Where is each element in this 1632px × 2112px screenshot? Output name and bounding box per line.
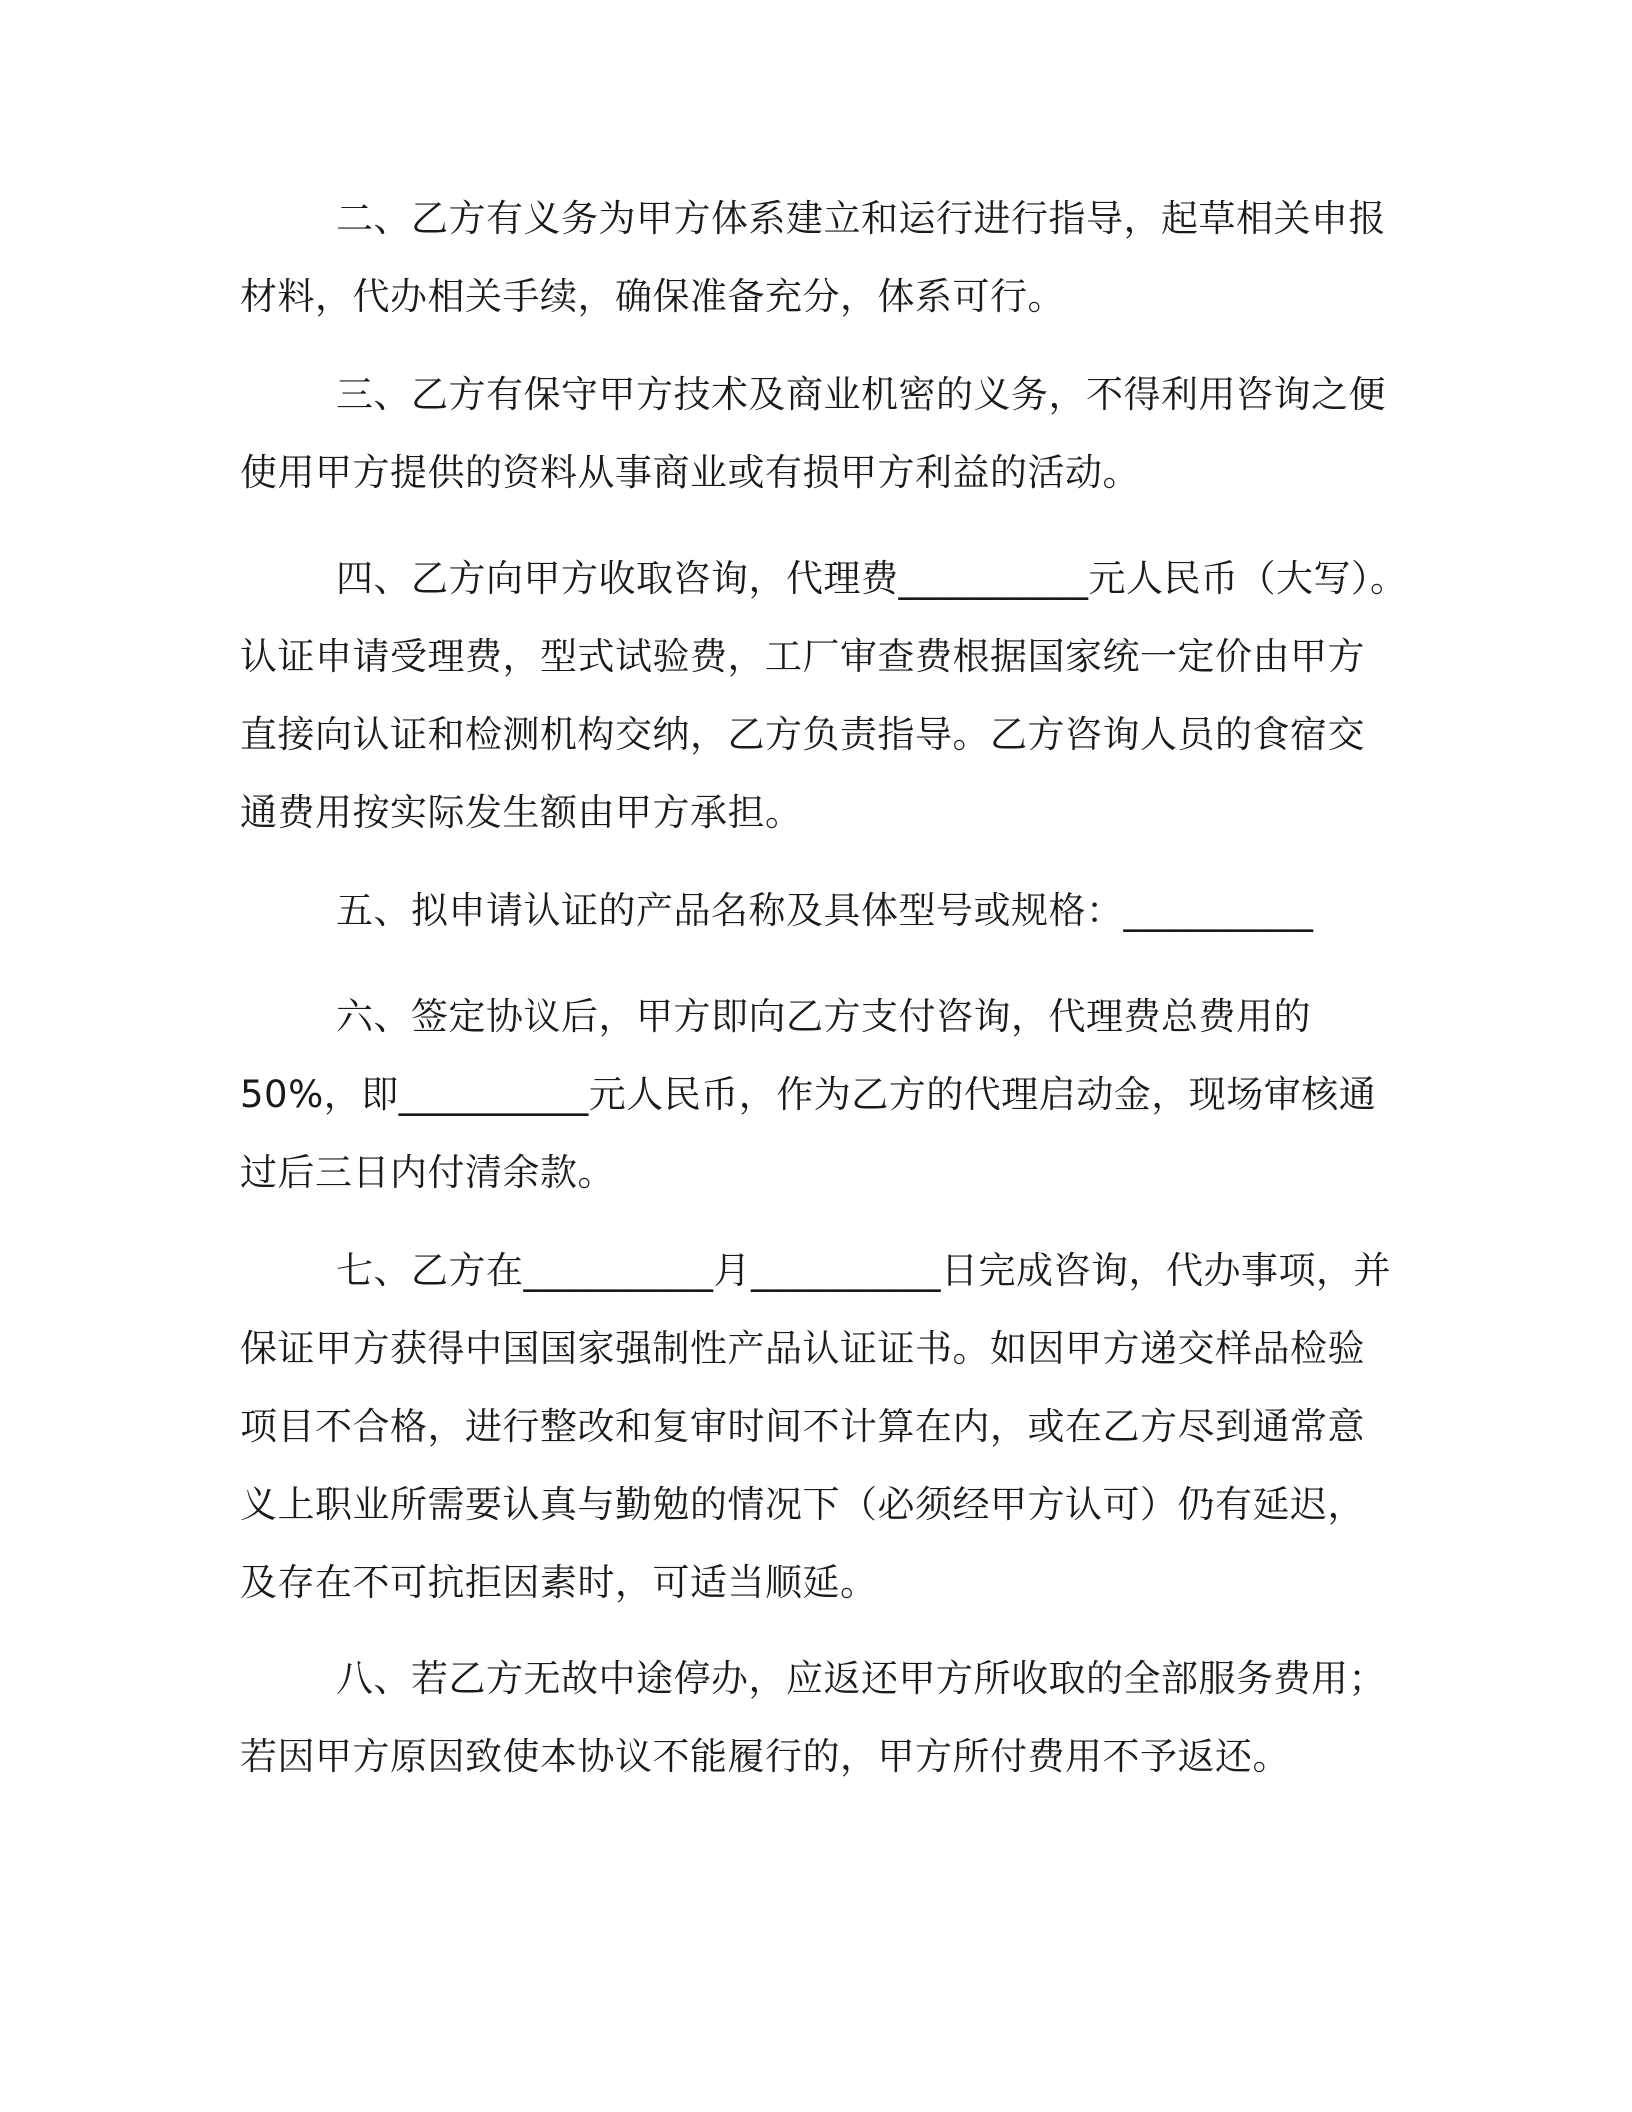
clause-4: [240, 540, 1430, 852]
paragraph-line: 使用甲方提供的资料从事商业或有损甲方利益的活动。: [240, 451, 1140, 494]
clause-2: [240, 180, 1430, 336]
paragraph-line: 项目不合格，进行整改和复审时间不计算在内，或在乙方尽到通常意: [240, 1405, 1365, 1448]
paragraph-line: 若因甲方原因致使本协议不能履行的，甲方所付费用不予返还。: [240, 1735, 1290, 1778]
paragraph-line: 八、若乙方无故中途停办，应返还甲方所收取的全部服务费用；: [336, 1657, 1386, 1700]
paragraph-line: 五、拟申请认证的产品名称及具体型号或规格：__________: [336, 889, 1314, 932]
paragraph-line: 过后三日内付清余款。: [240, 1151, 615, 1194]
paragraph-line: 七、乙方在__________月__________日完成咨询，代办事项，并: [336, 1249, 1391, 1292]
clause-8: [240, 1640, 1430, 1796]
paragraph-line: 认证申请受理费，型式试验费，工厂审查费根据国家统一定价由甲方: [240, 635, 1365, 678]
paragraph-line: 及存在不可抗拒因素时，可适当顺延。: [240, 1561, 878, 1604]
paragraph-line: 义上职业所需要认真与勤勉的情况下（必须经甲方认可）仍有延迟，: [240, 1483, 1365, 1526]
clause-5: [240, 872, 1430, 950]
paragraph-line: 六、签定协议后，甲方即向乙方支付咨询，代理费总费用的: [336, 995, 1311, 1038]
paragraph-line: 直接向认证和检测机构交纳，乙方负责指导。乙方咨询人员的食宿交: [240, 713, 1365, 756]
clause-6: [240, 978, 1430, 1212]
clause-7: [240, 1232, 1430, 1622]
paragraph-line: 四、乙方向甲方收取咨询，代理费__________元人民币（大写）。: [336, 557, 1408, 600]
paragraph-line: 三、乙方有保守甲方技术及商业机密的义务，不得利用咨询之便: [336, 373, 1386, 416]
paragraph-line: 保证甲方获得中国国家强制性产品认证证书。如因甲方递交样品检验: [240, 1327, 1365, 1370]
clause-3: [240, 356, 1430, 512]
paragraph-line: 材料，代办相关手续，确保准备充分，体系可行。: [240, 275, 1065, 318]
paragraph-line: 50%，即__________元人民币，作为乙方的代理启动金，现场审核通: [240, 1073, 1377, 1116]
paragraph-line: 通费用按实际发生额由甲方承担。: [240, 791, 803, 834]
paragraph-line: 二、乙方有义务为甲方体系建立和运行进行指导，起草相关申报: [336, 197, 1386, 240]
